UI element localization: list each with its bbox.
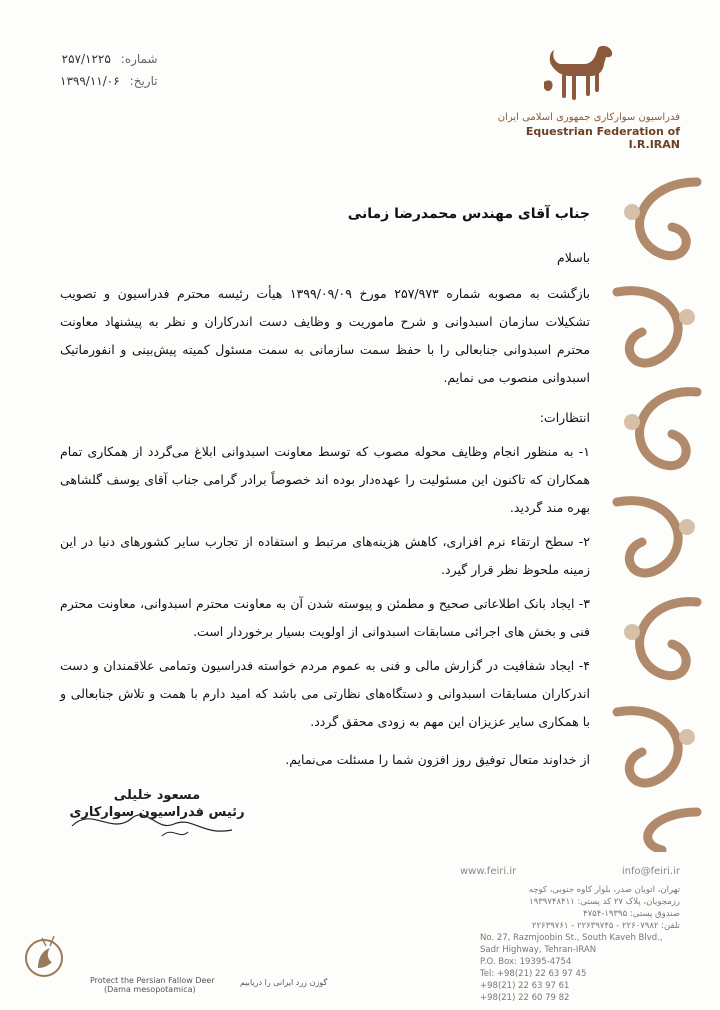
- horse-logo-icon: [540, 42, 620, 108]
- address-fa-1: تهران، اتوبان صدر، بلوار کاوه جنوبی، کوچه: [528, 885, 680, 895]
- handwritten-signature: [62, 796, 242, 846]
- signer-title: رئیس فدراسیون سوارکاری: [69, 805, 245, 820]
- recipient: جناب آقای مهندس محمدرضا زمانی: [347, 206, 590, 222]
- footer-contact: [460, 866, 680, 1004]
- federation-name-en: Equestrian Federation of I.R.IRAN: [525, 125, 680, 151]
- address-fa-2: رزمجویان، پلاک ۲۷ کد پستی: ۱۹۳۹۷۴۸۴۱۱: [529, 897, 680, 907]
- expectation-item-2: ۲- سطح ارتقاء نرم افزاری، کاهش هزینه‌های مرتبط و استفاده از تجارب سایر کشورهای دنیا در این زمینه ملحوظ نظر قرار گیرد.: [60, 534, 590, 577]
- number-row: [60, 48, 158, 70]
- tel-en-1: Tel: +98(21) 22 63 97 45: [480, 969, 587, 979]
- federation-logo: [480, 42, 680, 151]
- decorative-ornament: [602, 172, 712, 852]
- website-text: www.feiri.ir: [460, 866, 517, 877]
- federation-name-fa: فدراسیون سوارکاری جمهوری اسلامی ایران: [497, 112, 680, 123]
- expectation-item-3: ۳- ایجاد بانک اطلاعاتی صحیح و مطمئن و پیوسته شدن آن به معاونت محترم اسبدوانی، معاونت محترم فنی و بخش های اجرائی مسابقات اسبدوانی از اولویت بسیار برخوردار است.: [60, 596, 590, 639]
- expectations-label: انتظارات:: [539, 410, 590, 425]
- protect-fa: گوزن زرد ایرانی را دریابیم: [240, 978, 328, 987]
- tel-en-3: +98(21) 22 60 79 82: [480, 993, 570, 1003]
- date-value: ۱۳۹۹/۱۱/۰۶: [60, 74, 120, 88]
- signer-name: مسعود خلیلی: [113, 788, 201, 803]
- tel-fa: تلفن: ۲۲۶۰۷۹۸۲ - ۲۲۶۳۹۷۴۵ - ۲۲۶۳۹۷۶۱: [531, 921, 680, 931]
- email-text: info@feiri.ir: [621, 866, 680, 877]
- protect-deer-note: [90, 976, 215, 994]
- tel-en-2: +98(21) 22 63 97 61: [480, 981, 570, 991]
- date-row: [60, 70, 158, 92]
- expectation-item-4: ۴- ایجاد شفافیت در گزارش مالی و فنی به عموم مردم خواسته فدراسیون وتمامی علاقمندان و دست اندرکاران مسابقات اسبدوانی و دستگاه‌های نظارتی می باشد که امید دارم با همت و تلاش جنابعالی و با همکاری سایر عزیزان این مهم به زودی محقق گردد.: [60, 658, 590, 729]
- expectation-item-1: ۱- به منظور انجام وظایف محوله مصوب که توسط معاونت اسبدوانی ابلاغ می‌گردد از همکاری تمام همکاران که تاکنون این مسئولیت را عهده‌دار بوده اند خصوصاً برادر گرامی جناب آقای یوسف گلشاهی بهره مند گردید.: [60, 444, 590, 515]
- signature-block: [62, 788, 252, 820]
- address-en-2: Sadr Highway, Tehran-IRAN: [480, 945, 597, 955]
- date-label: تاریخ:: [129, 74, 158, 88]
- po-box-fa: صندوق پستی: ۱۹۳۹۵-۴۷۵۴: [583, 909, 680, 919]
- letter-meta: [60, 48, 158, 92]
- protect-latin: (Dama mesopotamica): [104, 985, 196, 994]
- number-label: شماره:: [120, 52, 158, 66]
- intro-paragraph: بازگشت به مصوبه شماره ۲۵۷/۹۷۳ مورخ ۱۳۹۹/۰۹/۰۹ هیأت رئیسه محترم فدراسیون و تصویب تشکیلات سازمان اسبدوانی و شرح ماموریت و وظایف دست اندرکاران و نظر به پیشنهاد معاونت محترم اسبدوانی جنابعالی را با حفظ سمت سازمانی به سمت مسئول کمیته پیش‌بینی و انفورماتیک اسبدوانی منصوب می نمایم.: [60, 286, 590, 385]
- web-row: [460, 866, 680, 878]
- number-value: ۲۵۷/۱۲۲۵: [61, 52, 111, 66]
- address-en-1: No. 27, Razmjoobin St., South Kaveh Blvd.,: [480, 933, 663, 943]
- closing-line: از خداوند متعال توفیق روز افزون شما را مسئلت می‌نمایم.: [285, 752, 590, 767]
- letter-body: [60, 200, 590, 774]
- po-box-en: P.O. Box: 19395-4754: [480, 957, 572, 967]
- protect-en: Protect the Persian Fallow Deer: [90, 976, 215, 985]
- greeting: باسلام: [557, 250, 590, 265]
